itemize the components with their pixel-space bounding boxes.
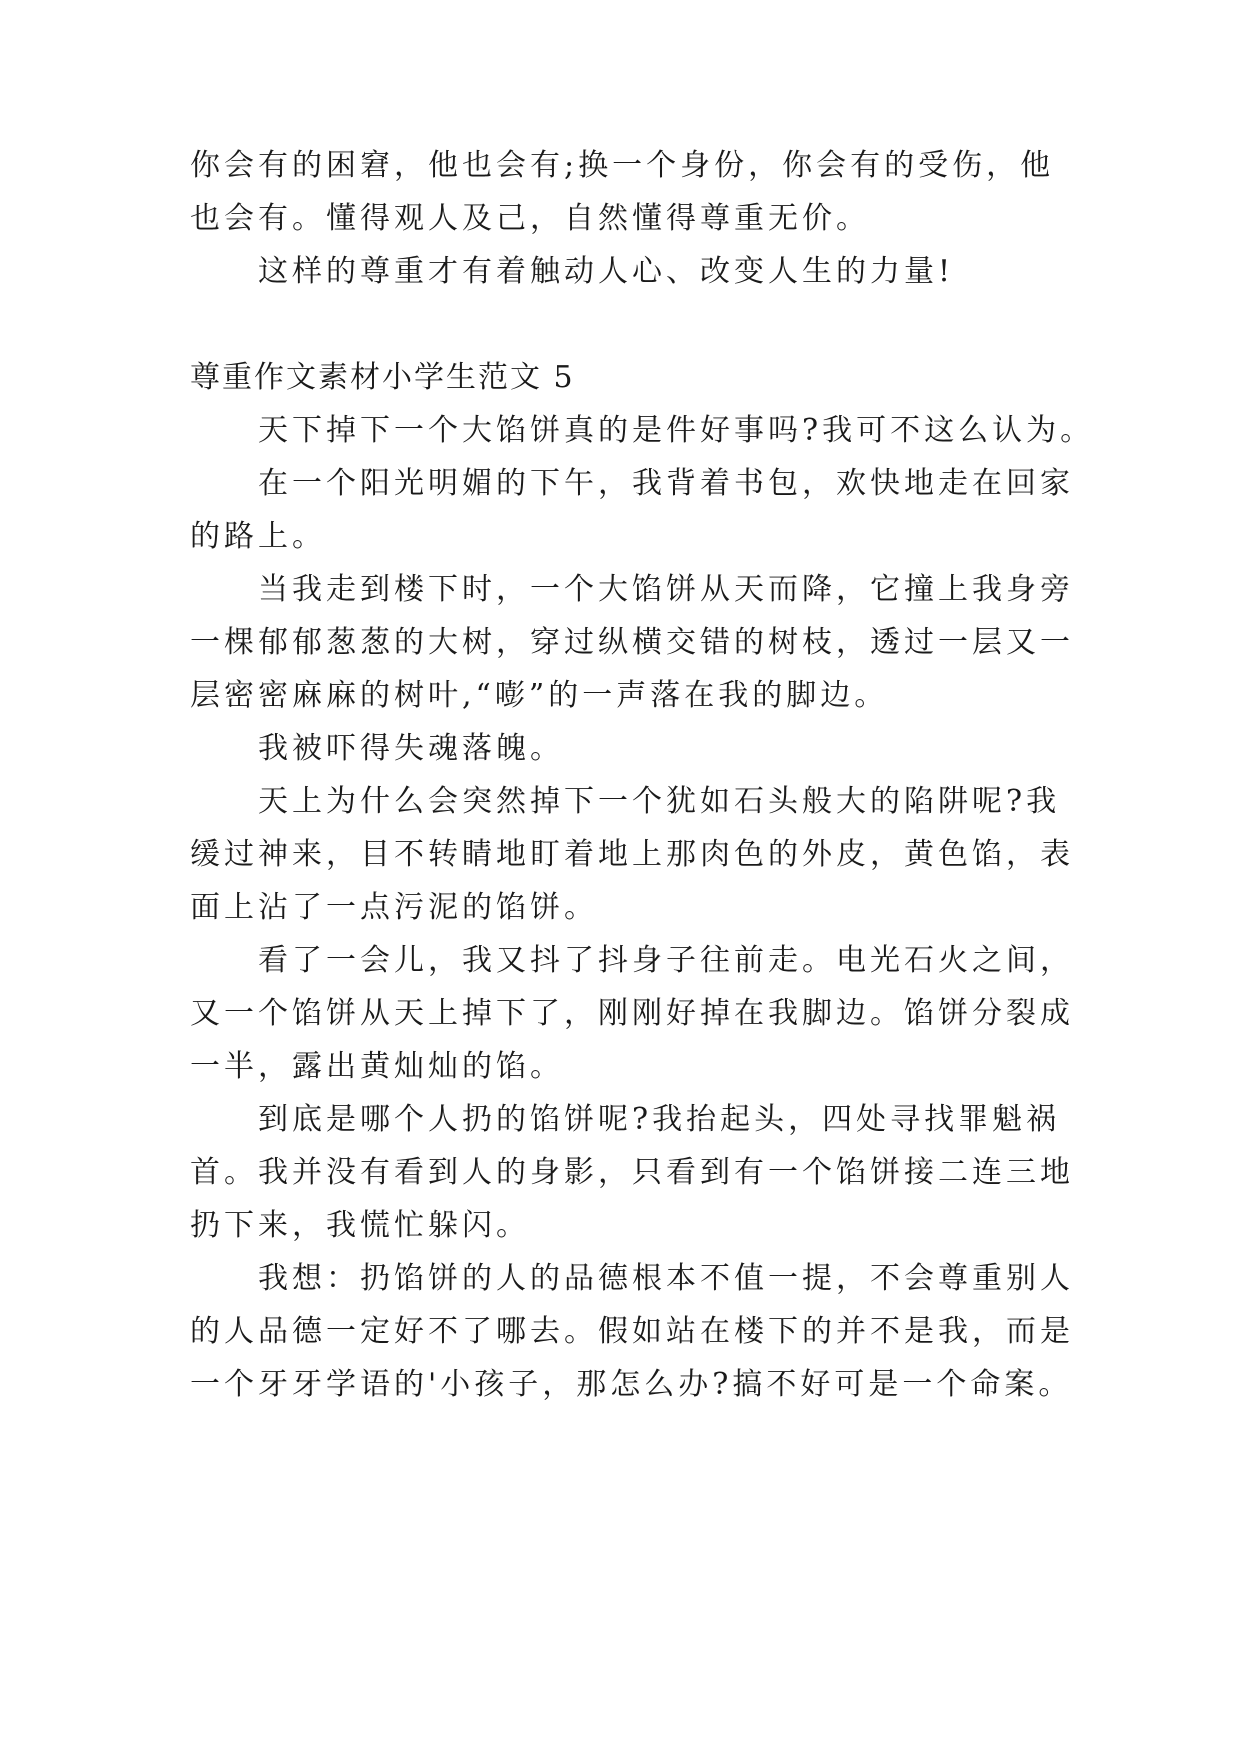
paragraph-line: 到底是哪个人扔的馅饼呢?我抬起头，四处寻找罪魁祸 xyxy=(258,1102,1061,1137)
paragraph-line: 首。我并没有看到人的身影，只看到有一个馅饼接二连三地 xyxy=(190,1155,1074,1190)
paragraph-line: 缓过神来，目不转睛地盯着地上那肉色的外皮，黄色馅，表 xyxy=(190,837,1074,872)
paragraph-line: 我被吓得失魂落魄。 xyxy=(258,731,564,766)
paragraph-line: 一半，露出黄灿灿的馅。 xyxy=(190,1049,564,1084)
paragraph-line: 我想：扔馅饼的人的品德根本不值一提，不会尊重别人 xyxy=(258,1261,1074,1296)
paragraph-line: 在一个阳光明媚的下午，我背着书包，欢快地走在回家 xyxy=(258,466,1074,501)
paragraph-line: 天下掉下一个大馅饼真的是件好事吗?我可不这么认为。 xyxy=(258,413,1095,448)
paragraph-line: 一个牙牙学语的'小孩子，那怎么办?搞不好可是一个命案。 xyxy=(190,1367,1073,1402)
document-page xyxy=(190,0,1095,1754)
paragraph-line: 当我走到楼下时，一个大馅饼从天而降，它撞上我身旁 xyxy=(258,572,1074,607)
paragraph-line: 你会有的困窘，他也会有;换一个身份，你会有的受伤，他 xyxy=(190,148,1055,183)
paragraph-line: 天上为什么会突然掉下一个犹如石头般大的陷阱呢?我 xyxy=(258,784,1061,819)
paragraph-line: 的人品德一定好不了哪去。假如站在楼下的并不是我，而是 xyxy=(190,1314,1074,1349)
paragraph-line: 又一个馅饼从天上掉下了，刚刚好掉在我脚边。馅饼分裂成 xyxy=(190,996,1074,1031)
paragraph-line: 也会有。懂得观人及己，自然懂得尊重无价。 xyxy=(190,201,870,236)
paragraph-line: 面上沾了一点污泥的馅饼。 xyxy=(190,890,598,925)
paragraph-line: 一棵郁郁葱葱的大树，穿过纵横交错的树枝，透过一层又一 xyxy=(190,625,1074,660)
section-title: 尊重作文素材小学生范文 5 xyxy=(190,360,575,395)
paragraph-line: 扔下来，我慌忙躲闪。 xyxy=(190,1208,530,1243)
paragraph-line: 的路上。 xyxy=(190,519,326,554)
paragraph-line: 这样的尊重才有着触动人心、改变人生的力量! xyxy=(258,254,955,289)
paragraph-line: 层密密麻麻的树叶,“嘭”的一声落在我的脚边。 xyxy=(190,678,889,713)
paragraph-line: 看了一会儿，我又抖了抖身子往前走。电光石火之间， xyxy=(258,943,1074,978)
